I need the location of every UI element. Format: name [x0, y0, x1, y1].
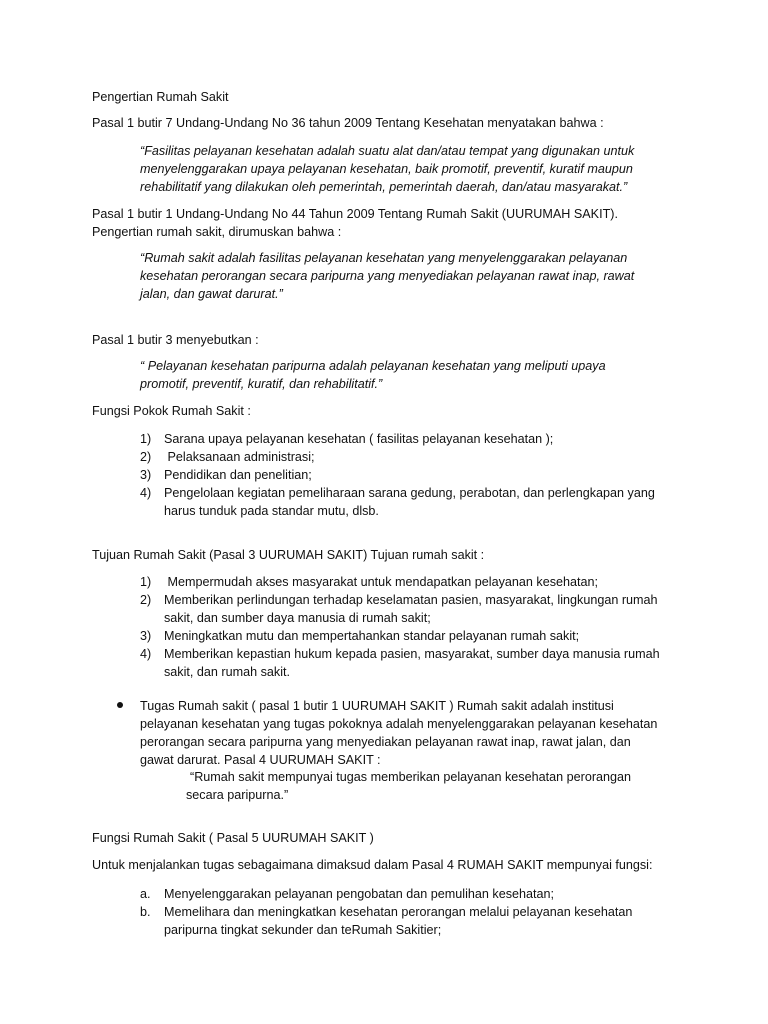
butir3-quote-line: promotif, preventif, kuratif, dan rehabilitatif.” [140, 377, 383, 391]
list-number: 1) [140, 575, 152, 589]
tugas-line: pelayanan kesehatan yang tugas pokoknya adalah menyelenggarakan pelayanan kesehatan [140, 717, 658, 731]
list-number: 1) [140, 432, 152, 446]
list-number: 4) [140, 486, 152, 500]
fungsi-heading: Fungsi Rumah Sakit ( Pasal 5 UURUMAH SAKIT ) [92, 831, 374, 845]
butir3-quote-line: “ Pelayanan kesehatan paripurna adalah pelayanan kesehatan yang meliputi upaya [140, 359, 606, 373]
list-item: Sarana upaya pelayanan kesehatan ( fasilitas pelayanan kesehatan ); [164, 432, 554, 446]
tujuan-heading: Tujuan Rumah Sakit (Pasal 3 UURUMAH SAKIT) Tujuan rumah sakit : [92, 548, 485, 562]
list-item: Pengelolaan kegiatan pemeliharaan sarana gedung, perabotan, dan perlengkapan yang [164, 486, 655, 500]
uu44-intro-line: Pengertian rumah sakit, dirumuskan bahwa : [92, 225, 342, 239]
uu44-quote-line: jalan, dan gawat darurat.” [140, 287, 283, 301]
uu44-quote-line: kesehatan perorangan secara paripurna yang menyediakan pelayanan rawat inap, rawat [140, 269, 635, 283]
list-item: Memberikan perlindungan terhadap keselamatan pasien, masyarakat, lingkungan rumah [164, 593, 658, 607]
uu44-intro-line: Pasal 1 butir 1 Undang-Undang No 44 Tahun 2009 Tentang Rumah Sakit (UURUMAH SAKIT). [92, 207, 618, 221]
page-title: Pengertian Rumah Sakit [92, 90, 229, 104]
uu36-intro: Pasal 1 butir 7 Undang-Undang No 36 tahun 2009 Tentang Kesehatan menyatakan bahwa : [92, 116, 604, 130]
bullet-icon [117, 702, 123, 708]
list-letter: a. [140, 887, 151, 901]
uu36-quote-line: menyelenggarakan upaya pelayanan kesehatan, baik promotif, preventif, kuratif maupun [140, 162, 633, 176]
tugas-quote-line: “Rumah sakit mempunyai tugas memberikan pelayanan kesehatan perorangan [190, 770, 632, 784]
butir3-intro: Pasal 1 butir 3 menyebutkan : [92, 333, 259, 347]
list-item-continuation: sakit, dan rumah sakit. [164, 665, 290, 679]
list-item: Pelaksanaan administrasi; [164, 450, 315, 464]
list-item: Meningkatkan mutu dan mempertahankan standar pelayanan rumah sakit; [164, 629, 580, 643]
list-item: Memberikan kepastian hukum kepada pasien, masyarakat, sumber daya manusia rumah [164, 647, 660, 661]
uu36-quote-line: rehabilitatif yang dilakukan oleh pemerintah, pemerintah daerah, dan/atau masyarakat.” [140, 180, 628, 194]
tugas-quote-line: secara paripurna.” [186, 788, 289, 802]
list-item-continuation: paripurna tingkat sekunder dan teRumah Sakitier; [164, 923, 442, 937]
fungsi-pokok-heading: Fungsi Pokok Rumah Sakit : [92, 404, 251, 418]
list-number: 3) [140, 629, 152, 643]
tugas-line: gawat darurat. Pasal 4 UURUMAH SAKIT : [140, 753, 381, 767]
list-item: Mempermudah akses masyarakat untuk mendapatkan pelayanan kesehatan; [164, 575, 599, 589]
uu36-quote-line: “Fasilitas pelayanan kesehatan adalah suatu alat dan/atau tempat yang digunakan untuk [140, 144, 635, 158]
tugas-line: perorangan secara paripurna yang menyediakan pelayanan rawat inap, rawat jalan, dan [140, 735, 631, 749]
list-number: 4) [140, 647, 152, 661]
list-item: Memelihara dan meningkatkan kesehatan perorangan melalui pelayanan kesehatan [164, 905, 633, 919]
list-item: Menyelenggarakan pelayanan pengobatan dan pemulihan kesehatan; [164, 887, 555, 901]
tugas-line: Tugas Rumah sakit ( pasal 1 butir 1 UURUMAH SAKIT ) Rumah sakit adalah institusi [140, 699, 614, 713]
list-number: 3) [140, 468, 152, 482]
uu44-quote-line: “Rumah sakit adalah fasilitas pelayanan kesehatan yang menyelenggarakan pelayanan [140, 251, 628, 265]
fungsi-intro: Untuk menjalankan tugas sebagaimana dimaksud dalam Pasal 4 RUMAH SAKIT mempunyai fungsi: [92, 858, 653, 872]
list-number: 2) [140, 450, 152, 464]
list-number: 2) [140, 593, 152, 607]
list-item-continuation: sakit, dan sumber daya manusia di rumah sakit; [164, 611, 431, 625]
list-letter: b. [140, 905, 151, 919]
list-item: Pendidikan dan penelitian; [164, 468, 312, 482]
list-item-continuation: harus tunduk pada standar mutu, dlsb. [164, 504, 379, 518]
